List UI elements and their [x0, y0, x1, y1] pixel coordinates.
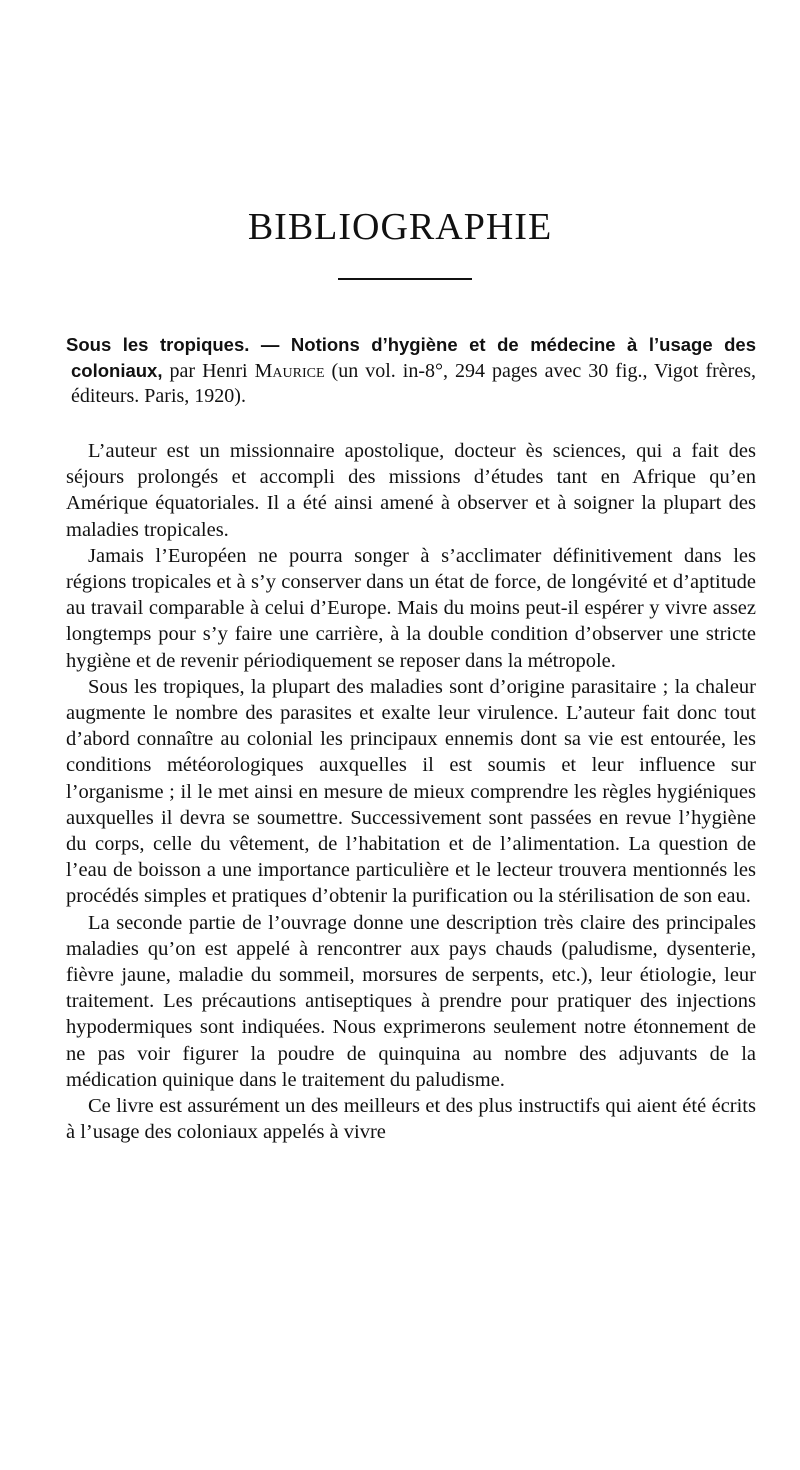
author-name: Maurice: [254, 360, 325, 382]
bibliography-entry: [66, 332, 756, 409]
paragraph: Ce livre est assurément un des meilleurs et des plus instructifs qui aient été écrits à l’usage des coloniaux appelés à vivre: [66, 1095, 756, 1144]
title-divider: [338, 278, 472, 280]
page-title: BIBLIOGRAPHIE: [247, 206, 553, 248]
book-details: (un vol. in-8°, 294 pages avec 30 fig., Vigot frères, éditeurs. Paris, 1920).: [71, 360, 757, 407]
review-body: [66, 438, 756, 1145]
by-text: par Henri: [169, 360, 248, 382]
book-title: Sous les tropiques. — Notions d’hygiène et de médecine à l’usage des coloniaux,: [66, 334, 756, 381]
paragraph: L’auteur est un missionnaire apostolique, docteur ès sciences, qui a fait des séjours prolongés et accompli des missions d’études tant en Afrique qu’en Amérique équatoriales. Il a été ainsi amené à observer et à soigner la plupart des maladies tropicales.: [66, 440, 756, 541]
paragraph: La seconde partie de l’ouvrage donne une description très claire des principales maladies qu’on est appelé à rencontrer aux pays chauds (paludisme, dysenterie, fièvre jaune, maladie du sommeil, morsures de serpents, etc.), leur étiologie, leur traitement. Les précautions antiseptiques à prendre pour pratiquer des injections hypodermiques sont indiquées. Nous exprimerons seulement notre étonnement de ne pas voir figurer la poudre de quinquina au nombre des adjuvants de la médication quinique dans le traitement du paludisme.: [66, 911, 756, 1091]
paragraph: Jamais l’Européen ne pourra songer à s’acclimater définitivement dans les régions tropicales et à s’y conserver dans un état de force, de longévité et d’aptitude au travail comparable à celui d’Europe. Mais du moins peut-il espérer y vivre assez longtemps pour s’y faire une carrière, à la double condition d’observer une stricte hygiène et de revenir périodiquement se reposer dans la métropole.: [66, 544, 756, 672]
paragraph: Sous les tropiques, la plupart des maladies sont d’origine parasitaire ; la chaleur augmente le nombre des parasites et exalte leur virulence. L’auteur fait donc tout d’abord connaître au colonial les principaux ennemis dont sa vie est entourée, les conditions météorologiques auxquelles il est soumis et leur influence sur l’organisme ; il le met ainsi en mesure de mieux comprendre les règles hygiéniques auxquelles il devra se soumettre. Successivement sont passées en revue l’hygiène du corps, celle du vêtement, de l’habitation et de l’alimentation. La question de l’eau de boisson a une importance particulière et le lecteur trouvera mentionnés les procédés simples et pratiques d’obtenir la purification ou la stérilisation de son eau.: [66, 675, 756, 908]
